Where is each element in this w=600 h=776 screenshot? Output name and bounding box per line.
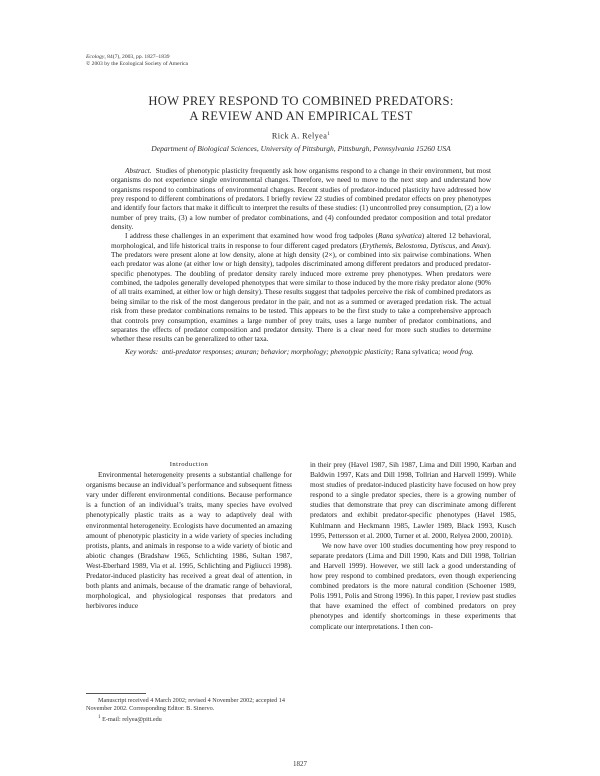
footnote-divider [86,693,146,694]
journal-name: Ecology [86,54,105,60]
abstract-text-2a: I address these challenges in an experiment that examined how wood frog tadpoles ( [125,231,379,241]
abstract-species: Rana sylvatica [378,231,422,241]
title-line-2: A REVIEW AND AN EMPIRICAL TEST [189,109,413,123]
author-name [86,130,516,142]
intro-text-close: ). [508,530,513,540]
footnote-email [86,713,292,724]
abstract-text-2c: ). The predators were present alone at low density, alone at high density (2×), or combined into six pairwise combinations. When each predator was alone (at either low or high density), tadpoles discriminated among different predators and produced predator-specific phenotypes. The doubling of predator density rarely induced more extreme prey phenotypes. When predators were combined, the tadpoles generally developed phenotypes that were similar to those induced by the more risky predator alone (90% of all traits examined, at either low or high density). These results suggest that tadpoles perceive the risk of combined predators as being similar to the risk of the most dangerous predator in the pair, and not as a summed or averaged predation risk. The actual risk from these predator combinations remains to be tested. This appears to be the first study to take a comprehensive approach that controls prey consumption, examines a large number of prey traits, uses a large number of predator combinations, and separates the effects of predator composition and predator density. There is a clear need for more such studies to determine whether these results can be generalized to other taxa. [111,240,491,344]
key-words-text: anti-predator responses; anuran; behavior; morphology; phenotypic plasticity; [161,346,396,356]
article-title [86,94,516,124]
author-text: Rick A. Relyea [271,131,328,141]
key-words-label: Key words: [125,346,159,356]
citation-letter: b [504,530,509,540]
section-heading-introduction [86,460,292,470]
page-number: 1827 [293,760,307,768]
key-words-end: ; wood frog. [438,346,474,356]
abstract-label: Abstract. [125,166,152,175]
journal-copyright: © 2003 by the Ecological Society of America [86,61,188,67]
intro-paragraph-1: Environmental heterogeneity presents a substantial challenge for organisms because an individual’s performance and subsequent fitness vary under different environmental conditions. Because performance is a function of an individual’s traits, many species have evolved phenotypically plastic traits as a way to adaptively deal with environmental heterogeneity. Ecologists have documented an amazing amount of phenotypic plasticity in a wide variety of species including protists, plants, and animals in response to a wide variety of biotic and abiotic changes (Bradshaw 1965, Schlichting 1986, Sultan 1987, West-Eberhard 1989, Via et al. 1995, Schlichting and Pigliucci 1998). Predator-induced plasticity has received a great deal of attention, in both plants and animals, because of the dramatic range of behavioral, morphological, and physiological responses that predators and herbivores induce [86,470,292,611]
abstract-text-2b: ) altered 12 behavioral, morphological, and life historical traits in response to four different caged predators ( [111,231,491,250]
abstract-paragraph-1 [111,166,491,231]
author-footnote-mark: 1 [327,132,331,137]
abstract [111,166,491,356]
footnote-email-text: E-mail: relyea@pitt.edu [100,716,162,724]
body-column-right [310,460,516,632]
title-line-1: HOW PREY RESPOND TO COMBINED PREDATORS: [148,94,454,108]
abstract-text-1: Studies of phenotypic plasticity frequently ask how organisms respond to a change in their environment, but most organisms do not experience single environmental changes. Therefore, we need to move to the next step and understand how organisms respond to combinations of environmental changes. Recent studies of predator-induced plasticity have addressed how prey respond to different combinations of predators. I briefly review 22 studies of combined predator effects on prey phenotypes and identify four factors that make it difficult to interpret the results of these studies: (1) uncontrolled prey consumption, (2) a low number of prey traits, (3) a low number of predator combinations, and (4) confounded predator composition and total predator density. [111,166,492,232]
abstract-anax: Anax [471,240,487,250]
intro-paragraph-1-continued [310,460,516,541]
body-column-left [86,460,292,611]
key-words [111,347,491,356]
journal-volume-pages: , 84(7), 2003, pp. 1827–1839 [104,54,170,60]
key-words-species: Rana sylvatica [395,346,439,356]
intro-text-continued: in their prey (Havel 1987, Sih 1987, Lima and Dill 1990, Karban and Baldwin 1997, Kats and Dill 1998, Tollrian and Harvell 1999). While most studies of predator-induced plasticity have focused on how prey respond to a single predator species, there is a growing number of studies that demonstrate that prey can discriminate among different predators and exhibit predator-specific phenotypes (Havel 1985, Kuhlmann and Heckmann 1985, Lawler 1989, Black 1993, Kusch 1995, Pettersson et al. 2000, Turner et al. 2000, Relyea 2000, 2001 [310,460,516,540]
journal-citation [86,54,188,68]
author-affiliation: Department of Biological Sciences, University of Pittsburgh, Pittsburgh, Pennsylvania 15260 USA [151,144,451,153]
footnote-email-mark: 1 [98,714,101,721]
footnote-manuscript: Manuscript received 4 March 2002; revised 4 November 2002; accepted 14 November 2002. Corresponding Editor: B. Sinervo. [86,697,285,713]
abstract-and: and [457,240,472,250]
abstract-paragraph-2 [111,231,491,343]
intro-paragraph-2: We now have over 100 studies documenting how prey respond to separate predators (Lima and Dill 1990, Kats and Dill 1998, Tollrian and Harvell 1999). However, we still lack a good understanding of how prey respond to combined predators, even though experiencing combined predators is the more natural condition (Schoener 1989, Polis 1991, Polis and Strong 1996). In this paper, I review past studies that have examined the effect of combined predators on prey phenotypes and identify shortcomings in these experiments that complicate our interpretations. I then con- [310,540,516,631]
footnotes [86,697,292,725]
section-heading-text: Introduction [169,461,209,468]
abstract-predator-genera: Erythemis, Belostoma, Dytiscus, [362,240,458,250]
